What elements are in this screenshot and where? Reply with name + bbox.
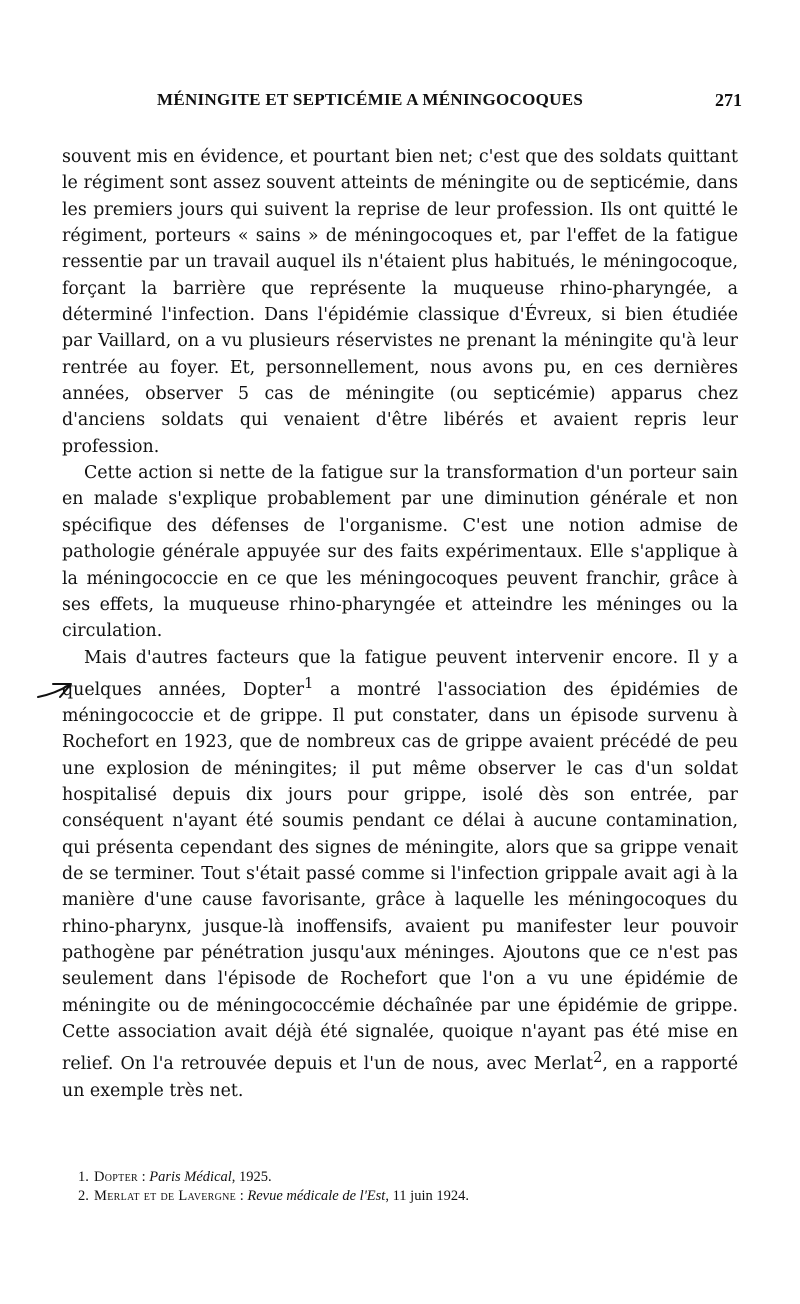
footnote-ref-1: 1 xyxy=(304,675,314,692)
running-title: MÉNINGITE ET SEPTICÉMIE A MÉNINGOCOQUES xyxy=(157,90,584,109)
page-number: 271 xyxy=(715,90,742,110)
body-text xyxy=(62,144,738,1104)
footnote-separator: : xyxy=(137,1169,150,1185)
footnote-number: 2. xyxy=(78,1188,89,1204)
footnote-1 xyxy=(78,1168,738,1187)
paragraph-3 xyxy=(62,645,738,1104)
paragraph-3-text-b: a montré l'association des épidémies de méningococcie et de grippe. Il put constater, dans un épisode survenu à Rochefort en 1923, que de nombreux cas de grippe avaient précédé de peu une explosion de méningites; il put même observer le cas d'un soldat hospitalisé depuis dix jours pour grippe, isolé dès son entrée, par conséquent n'ayant été soumis pendant ce délai à aucune contamination, qui présenta cependant des signes de méningite, alors que sa grippe venait de se terminer. Tout s'était passé comme si l'infection grippale avait agi à la manière d'une cause favorisante, grâce à laquelle les méningocoques du rhino-pharynx, jusque-là inoffensifs, avaient pu manifester leur pouvoir pathogène par pénétration jusqu'aux méninges. Ajoutons que ce n'est pas seulement dans l'épisode de Rochefort que l'on a vu une épidémie de méningite ou de méningococcémie déchaînée par une épidémie de grippe. Cette association avait déjà été signalée, quoique n'ayant pas été mise en relief. On l'a retrouvée depuis et l'un de nous, avec Merlat xyxy=(62,679,738,1075)
footnotes xyxy=(78,1168,738,1206)
paragraph-2: Cette action si nette de la fatigue sur la transformation d'un porteur sain en malade s'explique probablement par une diminution générale et non spécifique des défenses de l'organisme. C'est une notion admise de pathologie générale appuyée sur des faits expérimentaux. Elle s'applique à la méningococcie en ce que les méningocoques peuvent franchir, grâce à ses effets, la muqueuse rhino-pharyngée et atteindre les méninges ou la circulation. xyxy=(62,463,738,642)
footnote-number: 1. xyxy=(78,1169,89,1185)
footnote-journal: Revue médicale de l'Est xyxy=(247,1188,386,1204)
footnote-journal: Paris Médical xyxy=(149,1169,232,1185)
footnote-details: , 11 juin 1924. xyxy=(385,1188,469,1204)
paragraph-3-text-a: Mais d'autres facteurs que la fatigue peuvent intervenir encore. Il y a quelques années, Dopter xyxy=(62,647,738,700)
footnote-author: Dopter xyxy=(94,1169,138,1185)
footnote-ref-2: 2 xyxy=(593,1050,603,1067)
footnote-2 xyxy=(78,1187,738,1206)
paragraph-3-text-c: , en a rapporté un exemple très net. xyxy=(62,1054,739,1101)
footnote-details: , 1925. xyxy=(231,1169,272,1185)
footnote-separator: : xyxy=(236,1188,248,1204)
paragraph-1: souvent mis en évidence, et pourtant bien net; c'est que des soldats quittant le régiment sont assez souvent atteints de méningite ou de septicémie, dans les premiers jours qui suivent la reprise de leur profession. Ils ont quitté le régiment, porteurs « sains » de méningocoques et, par l'effet de la fatigue ressentie par un travail auquel ils n'étaient plus habitués, le méningocoque, forçant la barrière que représente la muqueuse rhino-pharyngée, a déterminé l'infection. Dans l'épidémie classique d'Évreux, si bien étudiée par Vaillard, on a vu plusieurs réservistes ne prenant la méningite qu'à leur rentrée au foyer. Et, personnellement, nous avons pu, en ces dernières années, observer 5 cas de méningite (ou septicémie) apparus chez d'anciens soldats qui venaient d'être libérés et avaient repris leur profession. xyxy=(62,147,738,457)
footnote-author: Merlat et de Lavergne xyxy=(94,1188,237,1204)
handwritten-arrow-icon xyxy=(36,680,76,702)
running-head xyxy=(62,90,742,114)
